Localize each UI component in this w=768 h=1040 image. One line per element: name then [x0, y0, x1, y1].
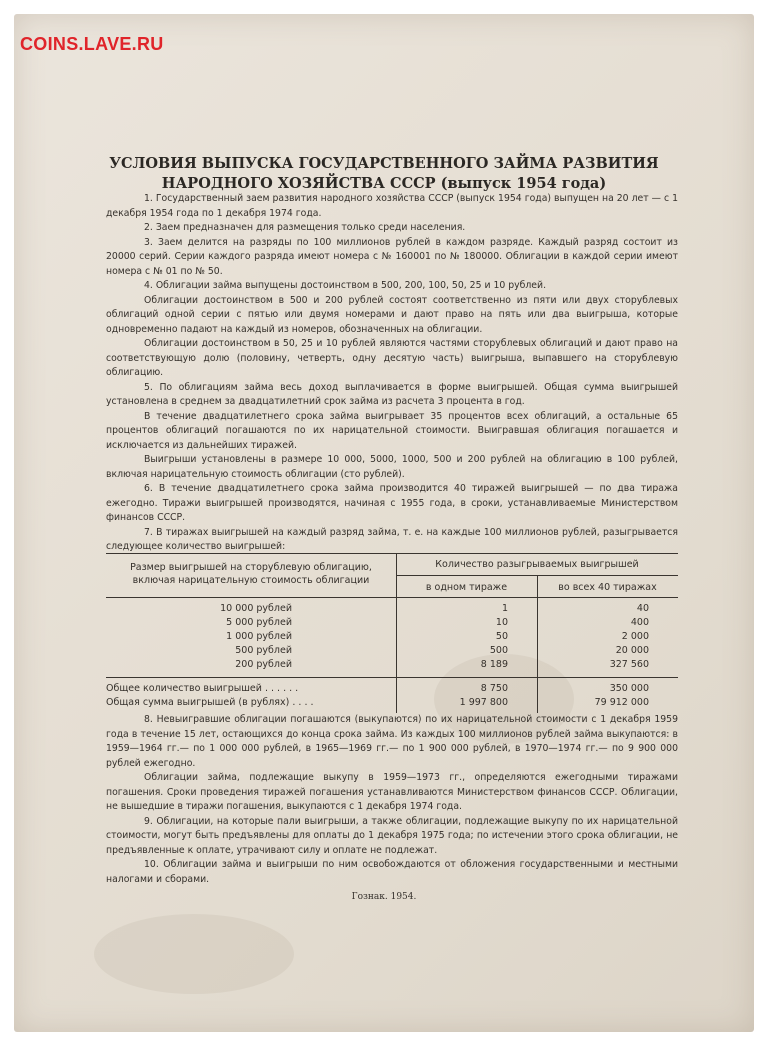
- paragraph: 1. Государственный заем развития народного хозяйства СССР (выпуск 1954 года) выпущен на 20 лет — с 1 декабря 1954 года по 1 декабря 1974 года.: [106, 193, 678, 219]
- paragraph: Облигации займа, подлежащие выкупу в 1959—1973 гг., определяются ежегодными тиражами погашения. Сроки проведения тиражей погашения устанавливаются Министерством финансов СССР. Облигации, не вышедшие в тиражи погашения, выкупаются с 1 декабря 1974 года.: [106, 772, 678, 812]
- prize-size: 1 000 рублей: [226, 631, 292, 642]
- conditions-text-continued: [106, 713, 678, 887]
- paper-stain: [94, 914, 294, 994]
- total-all-draws: 79 912 000: [594, 697, 649, 708]
- paragraph: 2. Заем предназначен для размещения только среди населения.: [144, 222, 466, 233]
- paragraph: В течение двадцатилетнего срока займа выигрывает 35 процентов всех облигаций, а остальные 65 процентов облигаций погашаются по их нарицательной стоимости. Выигравшая облигация погашается и исключается из дальнейших тиражей.: [106, 410, 678, 451]
- col1-header: включая нарицательную стоимость облигации: [132, 575, 370, 586]
- paragraph: 4. Облигации займа выпущены достоинством в 500, 200, 100, 50, 25 и 10 рублей.: [144, 280, 547, 291]
- total-label: Общее количество выигрышей . . . . . .: [106, 683, 299, 694]
- table-rule: [106, 597, 678, 598]
- prize-one-draw: 50: [495, 631, 508, 642]
- paragraph: Облигации достоинством в 50, 25 и 10 рублей являются частями сторублевых облигаций и дают право на соответствующую долю (половину, четверть, одну десятую часть) выигрыша, выпавшего на сторублевую облигацию.: [106, 338, 678, 378]
- prize-one-draw: 500: [489, 645, 508, 656]
- col3-header: во всех 40 тиражах: [558, 582, 657, 593]
- col2-header: в одном тираже: [425, 582, 508, 593]
- site-watermark: COINS.LAVE.RU: [20, 34, 164, 54]
- total-all-draws: 350 000: [609, 683, 649, 694]
- printer-imprint: Гознак. 1954.: [351, 892, 417, 902]
- col1-header: Размер выигрышей на сторублевую облигацию,: [130, 562, 372, 573]
- paragraph: 7. В тиражах выигрышей на каждый разряд займа, т. е. на каждые 100 миллионов рублей, разыгрывается следующее количество выигрышей:: [106, 526, 678, 552]
- prize-all-draws: 20 000: [615, 645, 649, 656]
- paragraph: 8. Невыигравшие облигации погашаются (выкупаются) по их нарицательной стоимости с 1 декабря 1959 года в течение 15 лет, остающихся до конца срока займа. Из каждых 100 миллионов рублей займа выкупаются: в 1959—1964 гг.— по 1 000 000 рублей, в 1965—1969 гг.— по 1 900 000 рублей, в 1970—1974 гг.— по 9 900 000 рублей ежегодно.: [106, 714, 678, 769]
- document-title-line1: УСЛОВИЯ ВЫПУСКА ГОСУДАРСТВЕННОГО ЗАЙМА РАЗВИТИЯ: [109, 155, 659, 172]
- prize-all-draws: 2 000: [621, 631, 649, 642]
- prize-size: 10 000 рублей: [220, 603, 292, 614]
- prize-all-draws: 40: [636, 603, 649, 614]
- paragraph: 9. Облигации, на которые пали выигрыши, а также облигации, подлежащие выкупу по их нарицательной стоимости, могут быть предъявлены для оплаты до 1 декабря 1975 года; по истечении этого срока облигации, не предъявленные к оплате, утрачивают силу и оплате не подлежат.: [106, 815, 678, 856]
- paragraph: 3. Заем делится на разряды по 100 миллионов рублей в каждом разряде. Каждый разряд состоит из 20000 серий. Серии каждого разряда имеют номера с № 160001 по № 180000. Облигации в каждой серии имеют номера с № 01 по № 50.: [106, 236, 678, 277]
- prize-one-draw: 8 189: [480, 659, 508, 670]
- prize-all-draws: 327 560: [609, 659, 649, 670]
- group-header: Количество разыгрываемых выигрышей: [435, 559, 639, 570]
- prize-size: 200 рублей: [235, 659, 292, 670]
- total-label: Общая сумма выигрышей (в рублях) . . . .: [106, 697, 314, 708]
- total-one-draw: 8 750: [480, 683, 508, 694]
- prize-one-draw: 10: [495, 617, 508, 628]
- paragraph: 6. В течение двадцатилетнего срока займа производится 40 тиражей выигрышей — по два тиража ежегодно. Тиражи выигрышей производятся, начиная с 1955 года, в сроки, устанавливаемые Министерством финансов СССР.: [106, 483, 678, 523]
- paragraph: 5. По облигациям займа весь доход выплачивается в форме выигрышей. Общая сумма выигрышей установлена в среднем за двадцатилетний срок займа из расчета 3 процента в год.: [106, 381, 678, 407]
- conditions-text: [106, 192, 678, 555]
- prize-one-draw: 1: [501, 603, 508, 614]
- paragraph: Выигрыши установлены в размере 10 000, 5000, 1000, 500 и 200 рублей на облигацию в 100 рублей, включая нарицательную стоимость облигации (сто рублей).: [106, 454, 678, 480]
- table-rule: [106, 677, 678, 678]
- paragraph: Облигации достоинством в 500 и 200 рублей состоят соответственно из пяти или двух сторублевых облигаций одной серии с пятью или двумя номерами и дают право на пять или два выигрыша, которые одновременно падают на каждый из номеров, обозначенных на облигации.: [106, 294, 678, 335]
- table-rule: [106, 553, 678, 554]
- prize-all-draws: 400: [630, 617, 649, 628]
- prize-size: 5 000 рублей: [226, 617, 292, 628]
- paragraph: 10. Облигации займа и выигрыши по ним освобождаются от обложения государственными и местными налогами и сборами.: [106, 859, 678, 885]
- document-title-line2: НАРОДНОГО ХОЗЯЙСТВА СССР (выпуск 1954 года): [161, 175, 607, 192]
- prize-size: 500 рублей: [235, 645, 292, 656]
- total-one-draw: 1 997 800: [459, 697, 508, 708]
